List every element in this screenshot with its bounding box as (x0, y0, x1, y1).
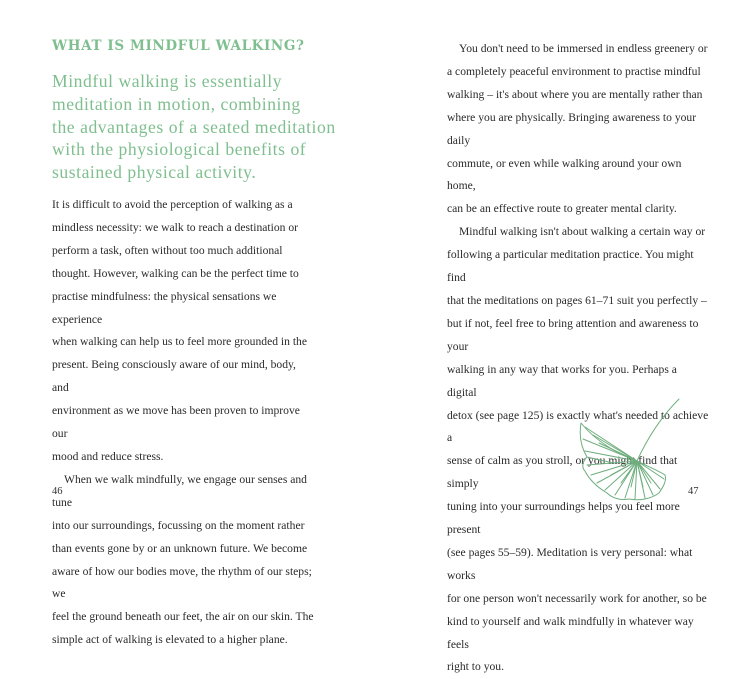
right-page (375, 0, 750, 674)
section-heading: WHAT IS MINDFUL WALKING? (52, 38, 305, 54)
text-line: walking – it's about where you are mentally rather than (447, 87, 703, 101)
paragraph (447, 38, 709, 221)
text-line: sense of calm as you stroll, or you might find that simply (447, 454, 678, 491)
pull-quote-line: the advantages of a seated meditation (52, 116, 336, 137)
text-line: mood and reduce stress. (52, 449, 164, 463)
text-line: for one person won't necessarily work for another, so be (447, 591, 707, 605)
paragraph (52, 469, 314, 652)
text-line: It is difficult to avoid the perception of walking as a (52, 198, 293, 211)
text-line: but if not, feel free to bring attention and awareness to your (447, 316, 699, 353)
text-line: right to you. (447, 660, 505, 674)
text-line: (see pages 55–59). Meditation is very personal: what works (447, 545, 693, 582)
text-line: a completely peaceful environment to practise mindful (447, 64, 701, 78)
text-line: perform a task, often without too much additional (52, 243, 283, 257)
page-number-right: 47 (688, 486, 699, 497)
pull-quote-line: Mindful walking is essentially (52, 71, 283, 91)
text-line: commute, or even while walking around your own home, (447, 156, 682, 193)
paragraph (52, 194, 314, 469)
left-body-text (52, 194, 314, 652)
text-line: mindless necessity: we walk to reach a destination or (52, 220, 298, 234)
text-line: following a particular meditation practice. You might find (447, 248, 694, 285)
text-line: when walking can help us to feel more grounded in the (52, 335, 307, 349)
text-line: When we walk mindfully, we engage our senses and tune (52, 472, 307, 509)
text-line: kind to yourself and walk mindfully in whatever way feels (447, 614, 694, 651)
text-line: You don't need to be immersed in endless greenery or (459, 42, 708, 55)
text-line: aware of how our bodies move, the rhythm of our steps; we (52, 564, 312, 601)
pull-quote-line: with the physiological benefits of (52, 139, 307, 160)
text-line: present. Being consciously aware of our mind, body, and (52, 358, 296, 395)
text-line: walking in any way that works for you. Perhaps a digital (447, 362, 677, 399)
text-line: practise mindfulness: the physical sensations we experience (52, 289, 277, 326)
text-line: than events gone by or an unknown future. We become (52, 541, 308, 555)
text-line: thought. However, walking can be the perfect time to (52, 266, 299, 280)
text-line: environment as we move has been proven to improve our (52, 404, 300, 441)
pull-quote-line: meditation in motion, combining (52, 93, 301, 114)
pull-quote-line: sustained physical activity. (52, 162, 257, 183)
text-line: into our surroundings, focussing on the moment rather (52, 518, 305, 532)
text-line: tuning into your surroundings helps you feel more present (447, 500, 680, 537)
text-line: that the meditations on pages 61–71 suit you perfectly – (447, 293, 707, 307)
pull-quote (52, 70, 352, 184)
left-page (0, 0, 375, 647)
text-line: feel the ground beneath our feet, the air on our skin. The (52, 610, 314, 624)
text-line: can be an effective route to greater mental clarity. (447, 202, 677, 216)
ginkgo-leaf-icon (575, 395, 695, 505)
page-number-left: 46 (52, 486, 63, 497)
text-line: where you are physically. Bringing awareness to your daily (447, 110, 697, 147)
text-line: detox (see page 125) is exactly what's needed to achieve a (447, 408, 709, 445)
text-line: Mindful walking isn't about walking a certain way or (459, 225, 706, 239)
right-body-text (447, 38, 709, 679)
text-line: simple act of walking is elevated to a higher plane. (52, 633, 288, 647)
